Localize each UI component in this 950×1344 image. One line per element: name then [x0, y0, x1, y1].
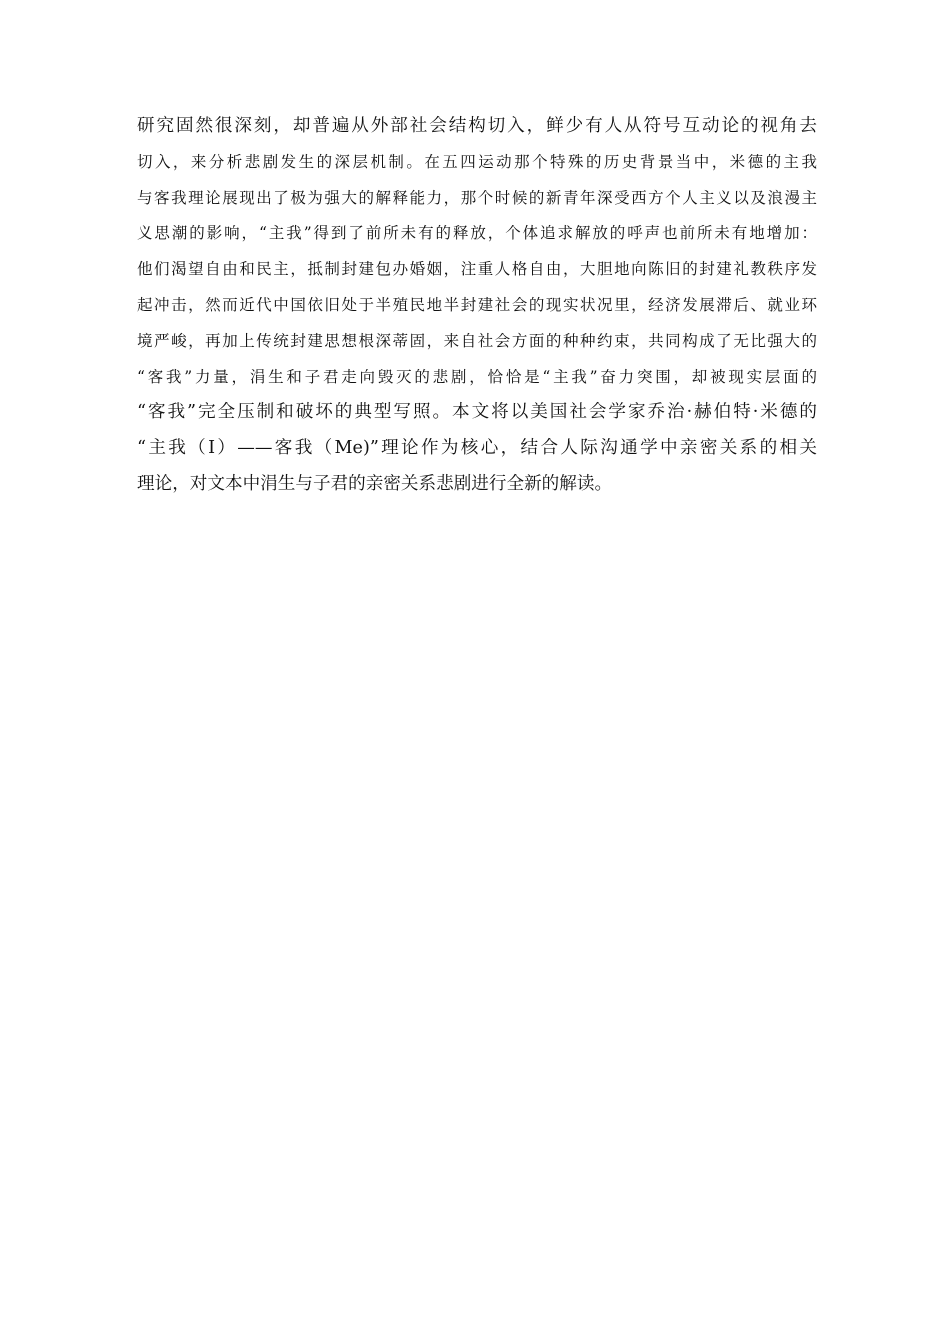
paragraph-line-2: 切入，来分析悲剧发生的深层机制。在五四运动那个特殊的历史背景当中，米德的主我 — [137, 152, 817, 171]
paragraph-line-10: “主我（I）——客我（Me)”理论作为核心，结合人际沟通学中亲密关系的相关 — [137, 438, 817, 459]
paragraph-line-4: 义思潮的影响，“主我”得到了前所未有的释放，个体追求解放的呼声也前所未有地增加： — [137, 224, 817, 243]
paragraph-line-6: 起冲击，然而近代中国依旧处于半殖民地半封建社会的现实状况里，经济发展滞后、就业环 — [137, 295, 817, 314]
body-paragraph — [137, 109, 817, 503]
paragraph-line-7: 境严峻，再加上传统封建思想根深蒂固，来自社会方面的种种约束，共同构成了无比强大的 — [137, 331, 817, 350]
paragraph-line-11: 理论，对文本中涓生与子君的亲密关系悲剧进行全新的解读。 — [137, 473, 613, 494]
paragraph-line-9: “客我”完全压制和破坏的典型写照。本文将以美国社会学家乔治·赫伯特·米德的 — [137, 402, 817, 423]
paragraph-line-8: “客我”力量，涓生和子君走向毁灭的悲剧，恰恰是“主我”奋力突围，却被现实层面的 — [137, 367, 817, 386]
paragraph-line-3: 与客我理论展现出了极为强大的解释能力，那个时候的新青年深受西方个人主义以及浪漫主 — [137, 188, 817, 207]
paragraph-line-5: 他们渴望自由和民主，抵制封建包办婚姻，注重人格自由，大胆地向陈旧的封建礼教秩序发 — [137, 260, 817, 279]
paragraph-line-1: 研究固然很深刻，却普遍从外部社会结构切入，鲜少有人从符号互动论的视角去 — [137, 116, 817, 136]
